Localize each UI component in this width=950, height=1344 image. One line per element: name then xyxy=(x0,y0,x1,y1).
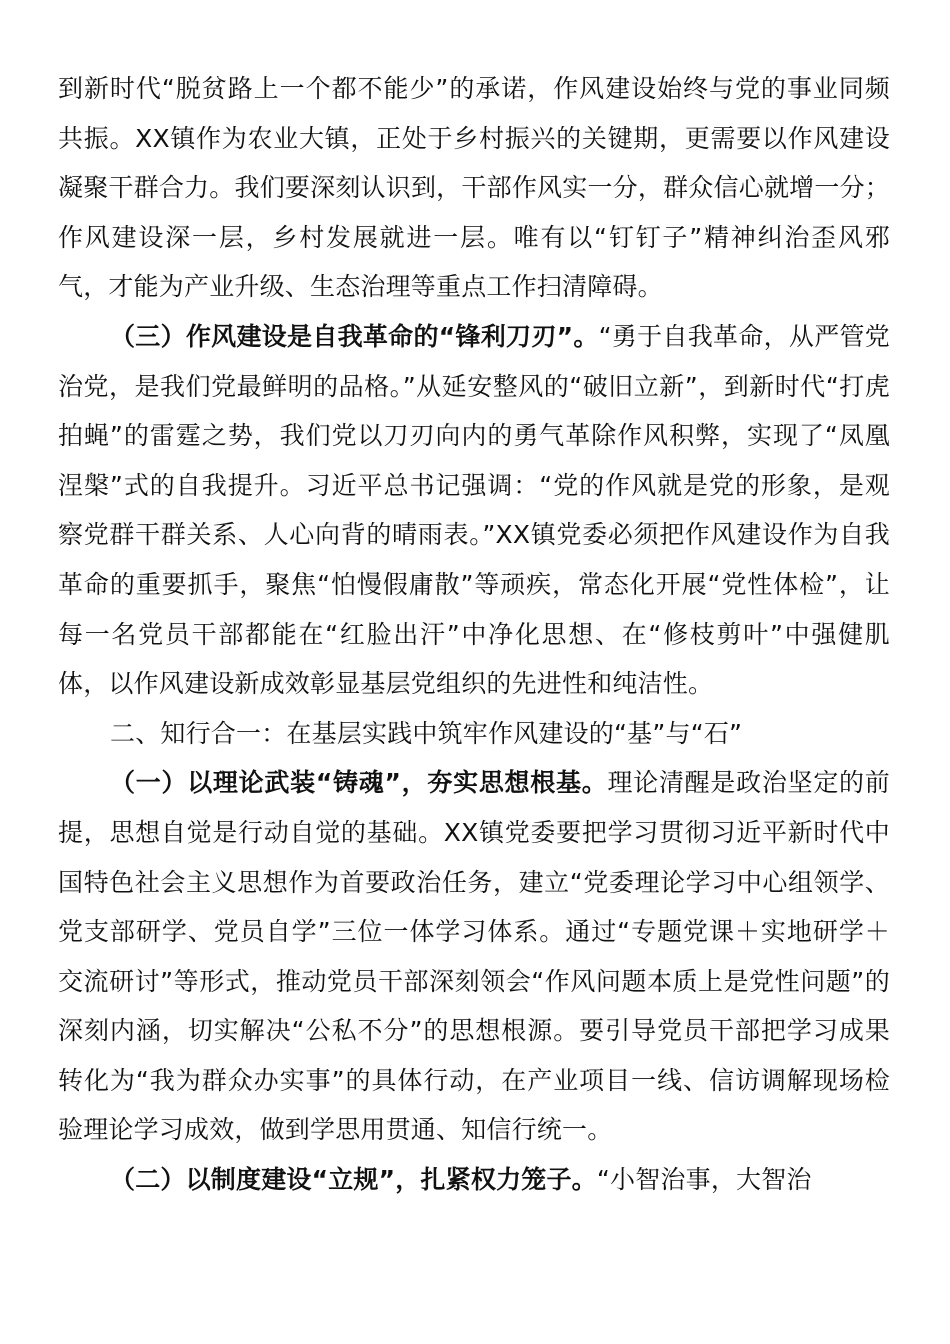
paragraph-section-3 xyxy=(58,312,890,709)
chapter-heading-2 xyxy=(58,709,890,759)
paragraph-continuation xyxy=(58,64,890,312)
document-body xyxy=(58,64,890,1205)
paragraph-text: “小智治事，大智治 xyxy=(596,1165,812,1195)
section-heading: （三）作风建设是自我革命的“锋利刀刃”。 xyxy=(110,321,599,351)
paragraph-text: 到新时代“脱贫路上一个都不能少”的承诺，作风建设始终与党的事业同频共振。XX镇作为农业大镇，正处于乡村振兴的关键期，更需要以作风建设凝聚干群合力。我们要深刻认识到，干部作风实一分，群众信心就增一分；作风建设深一层，乡村发展就进一层。唯有以“钉钉子”精神纠治歪风邪气，才能为产业升级、生态治理等重点工作扫清障碍。 xyxy=(58,74,890,302)
chapter-heading-text: 二、知行合一：在基层实践中筑牢作风建设的“基”与“石” xyxy=(110,718,743,748)
paragraph-subsection-2 xyxy=(58,1155,890,1205)
paragraph-text: “勇于自我革命，从严管党治党，是我们党最鲜明的品格。”从延安整风的“破旧立新”，到新时代“打虎拍蝇”的雷霆之势，我们党以刀刃向内的勇气革除作风积弊，实现了“凤凰涅槃”式的自我提升。习近平总书记强调：“党的作风就是党的形象，是观察党群干群关系、人心向背的晴雨表。”XX镇党委必须把作风建设作为自我革命的重要抓手，聚焦“怕慢假庸散”等顽疾，常态化开展“党性体检”，让每一名党员干部都能在“红脸出汗”中净化思想、在“修枝剪叶”中强健肌体，以作风建设新成效彰显基层党组织的先进性和纯洁性。 xyxy=(58,321,890,699)
subsection-heading: （一）以理论武装“铸魂”，夯实思想根基。 xyxy=(110,768,608,798)
paragraph-text: 理论清醒是政治坚定的前提，思想自觉是行动自觉的基础。XX镇党委要把学习贯彻习近平新时代中国特色社会主义思想作为首要政治任务，建立“党委理论学习中心组领学、党支部研学、党员自学”三位一体学习体系。通过“专题党课＋实地研学＋交流研讨”等形式，推动党员干部深刻领会“作风问题本质上是党性问题”的深刻内涵，切实解决“公私不分”的思想根源。要引导党员干部把学习成果转化为“我为群众办实事”的具体行动，在产业项目一线、信访调解现场检验理论学习成效，做到学思用贯通、知信行统一。 xyxy=(58,768,890,1145)
paragraph-subsection-1 xyxy=(58,758,890,1155)
subsection-heading: （二）以制度建设“立规”，扎紧权力笼子。 xyxy=(110,1165,597,1195)
